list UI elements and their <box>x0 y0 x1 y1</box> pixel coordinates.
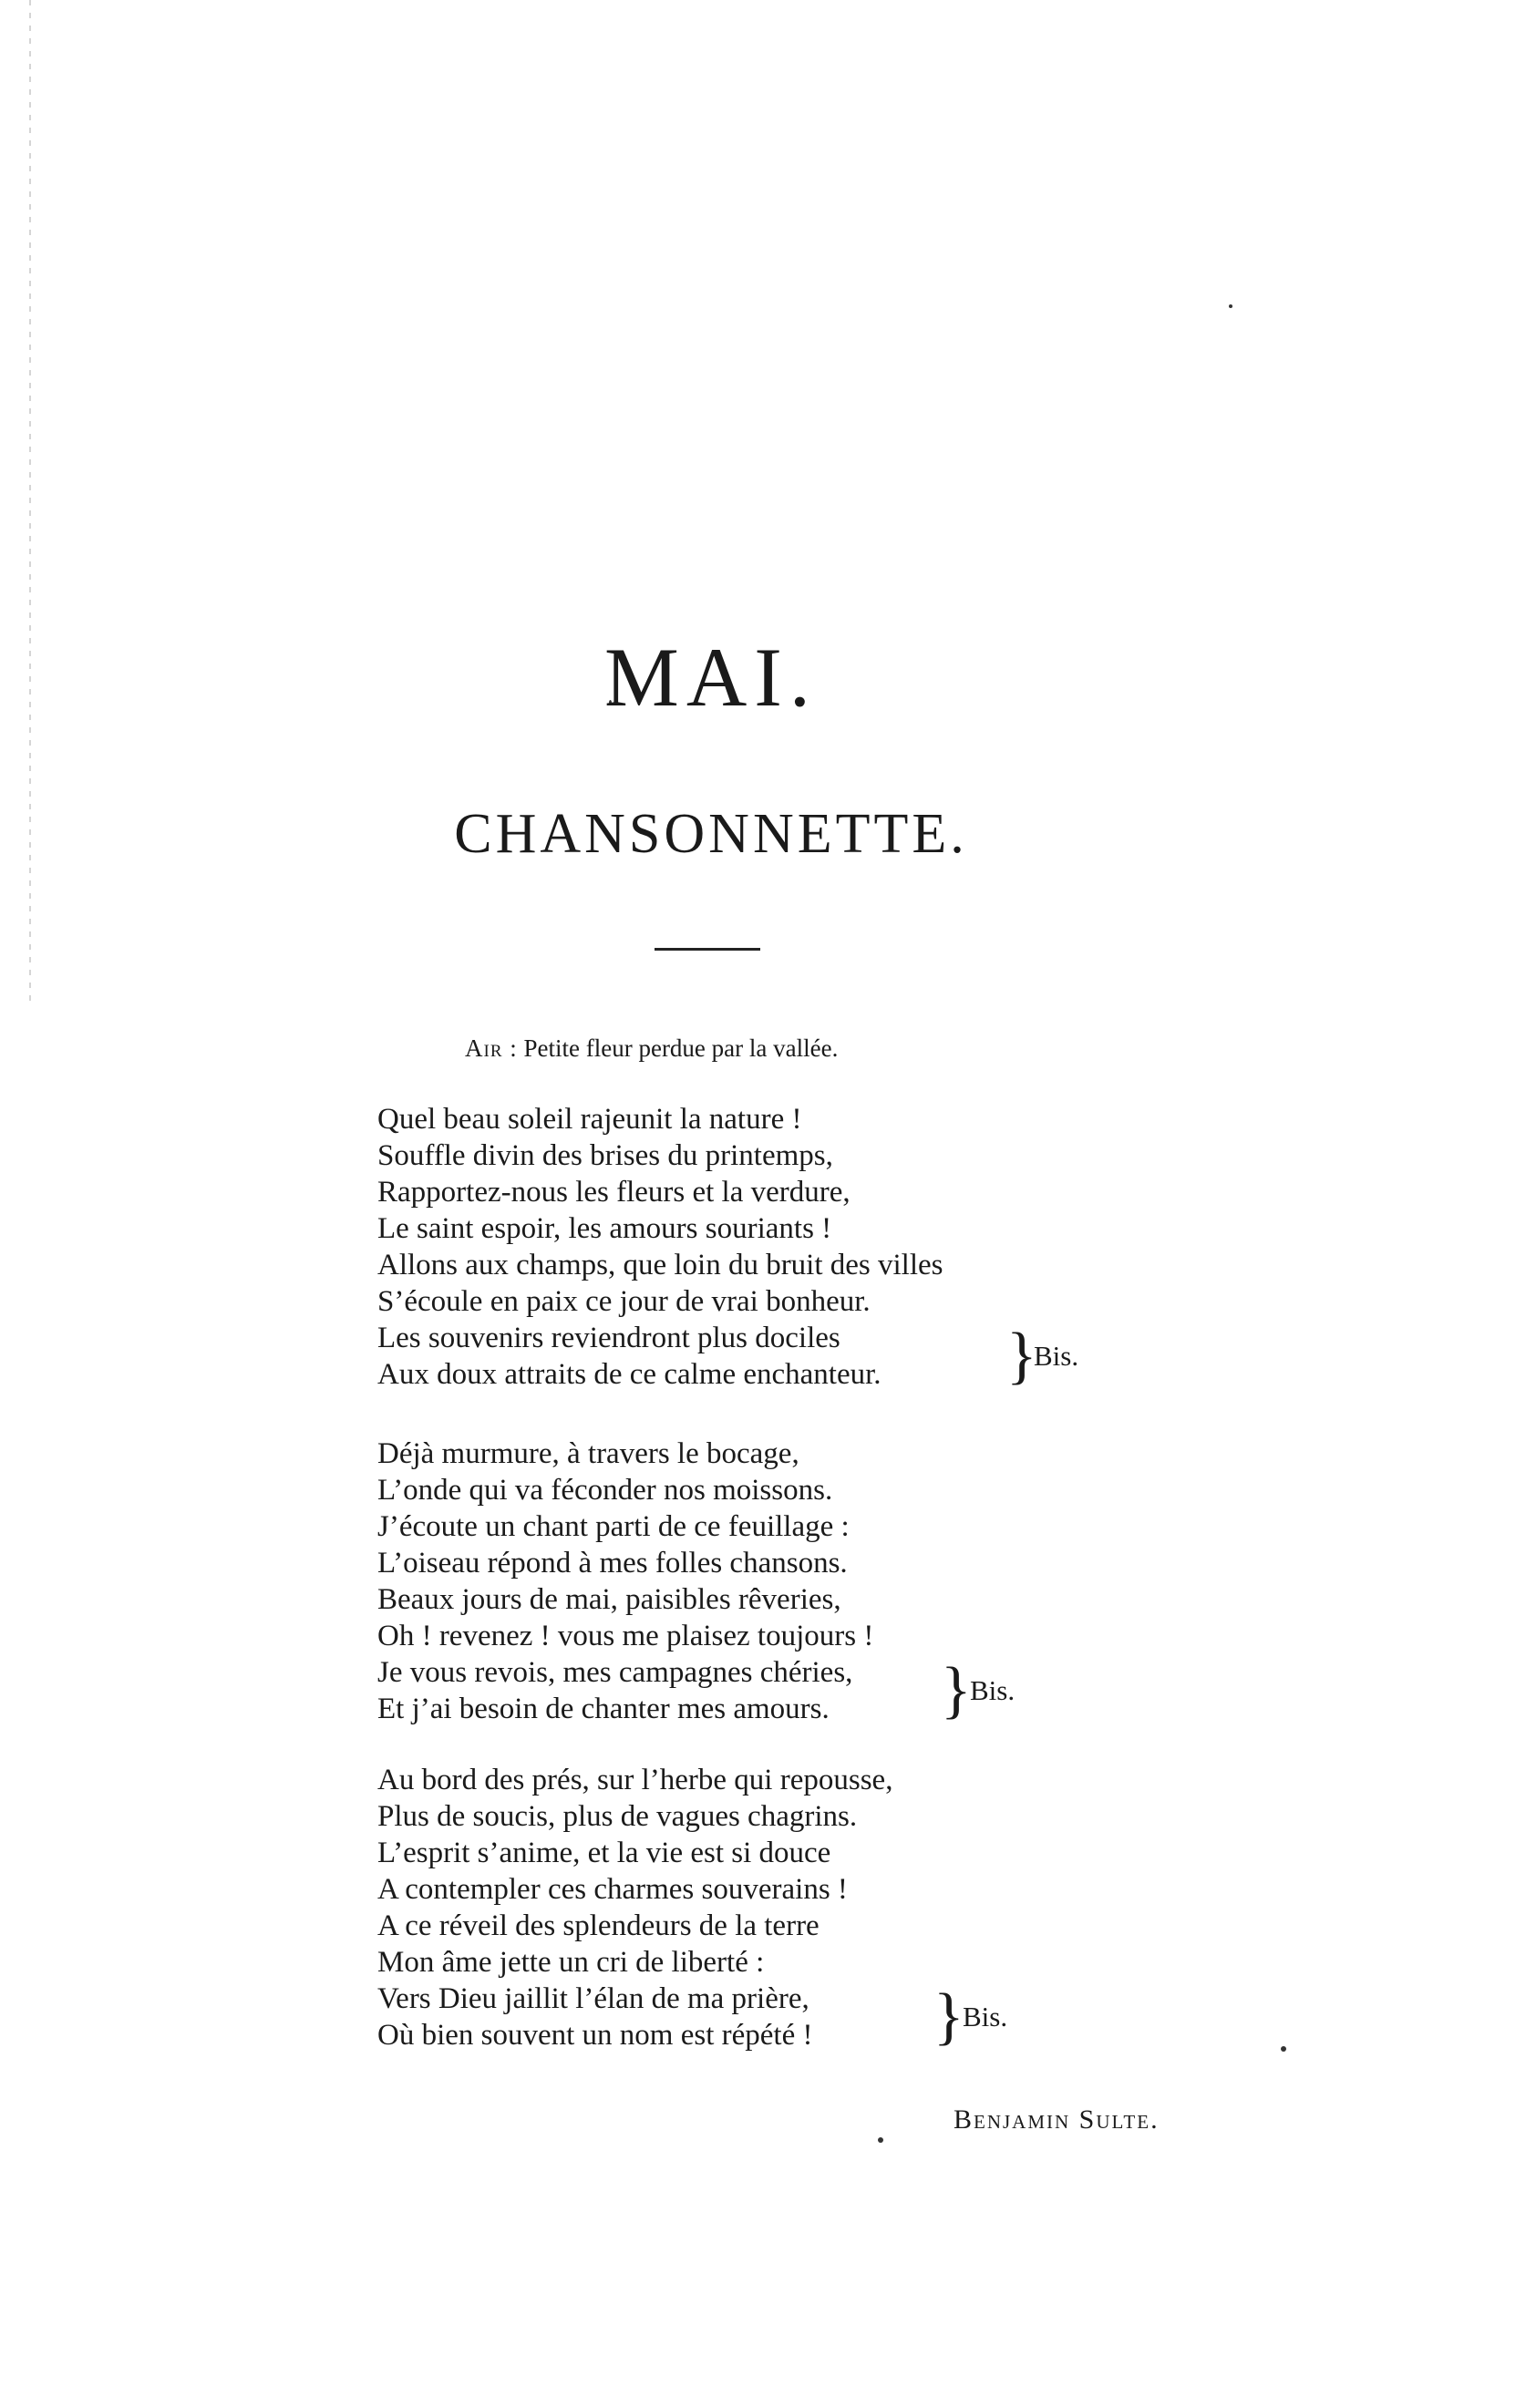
verse-line: Rapportez-nous les fleurs et la verdure, <box>377 1176 851 1209</box>
page-subtitle: CHANSONNETTE. <box>454 803 968 865</box>
verse-line: Allons aux champs, que loin du bruit des villes <box>377 1249 943 1281</box>
verse-line: Souffle divin des brises du printemps, <box>377 1139 833 1172</box>
air-text: Petite fleur perdue par la vallée. <box>523 1034 839 1062</box>
refrain-line: Et j’ai besoin de chanter mes amours. <box>377 1693 830 1725</box>
verse-line: A ce réveil des splendeurs de la terre <box>377 1909 820 1942</box>
refrain-line: Vers Dieu jaillit l’élan de ma prière, <box>377 1982 809 2015</box>
stanza-1 <box>377 1101 1253 1393</box>
page-title: MAI. <box>604 631 818 724</box>
refrain-label: Bis. <box>1034 1340 1079 1372</box>
refrain-brace: } <box>1006 1321 1037 1391</box>
verse-line: Au bord des prés, sur l’herbe qui repousse, <box>377 1764 893 1796</box>
refrain-line: Où bien souvent un nom est répété ! <box>377 2019 813 2052</box>
ink-speck <box>1229 304 1232 308</box>
verse-line: L’esprit s’anime, et la vie est si douce <box>377 1837 831 1869</box>
verse-line: L’oiseau répond à mes folles chansons. <box>377 1547 848 1580</box>
author-signature: Benjamin Sulte. <box>954 2104 1160 2135</box>
verse-line: Quel beau soleil rajeunit la nature ! <box>377 1103 802 1136</box>
refrain-group <box>377 1320 1253 1393</box>
verse-line: Beaux jours de mai, paisibles rêveries, <box>377 1583 841 1616</box>
refrain-line: Les souvenirs reviendront plus dociles <box>377 1322 840 1354</box>
verse-line: Plus de soucis, plus de vagues chagrins. <box>377 1800 858 1833</box>
air-label: Air : <box>465 1034 518 1062</box>
verse-line: Oh ! revenez ! vous me plaisez toujours ! <box>377 1620 874 1652</box>
verse-line: J’écoute un chant parti de ce feuillage : <box>377 1510 850 1543</box>
verse-line: Le saint espoir, les amours souriants ! <box>377 1212 832 1245</box>
ink-speck <box>878 2137 883 2143</box>
verse-line: Mon âme jette un cri de liberté : <box>377 1946 765 1979</box>
refrain-line: Je vous revois, mes campagnes chéries, <box>377 1656 853 1689</box>
verse-line: Déjà murmure, à travers le bocage, <box>377 1437 799 1470</box>
refrain-group <box>377 1654 1253 1727</box>
stanza-2 <box>377 1436 1253 1727</box>
title-divider <box>655 948 760 951</box>
verse-line: L’onde qui va féconder nos moissons. <box>377 1474 833 1507</box>
refrain-brace: } <box>933 1981 964 2052</box>
verse-line: S’écoule en paix ce jour de vrai bonheur. <box>377 1285 871 1318</box>
refrain-label: Bis. <box>963 2001 1008 2032</box>
refrain-group <box>377 1981 1253 2053</box>
refrain-line: Aux doux attraits de ce calme enchanteur. <box>377 1358 882 1391</box>
verse-line: A contempler ces charmes souverains ! <box>377 1873 848 1906</box>
stanza-3 <box>377 1762 1253 2053</box>
refrain-label: Bis. <box>970 1674 1016 1706</box>
air-indication <box>465 1034 838 1063</box>
refrain-brace: } <box>941 1655 972 1725</box>
ink-speck <box>1281 2046 1286 2052</box>
